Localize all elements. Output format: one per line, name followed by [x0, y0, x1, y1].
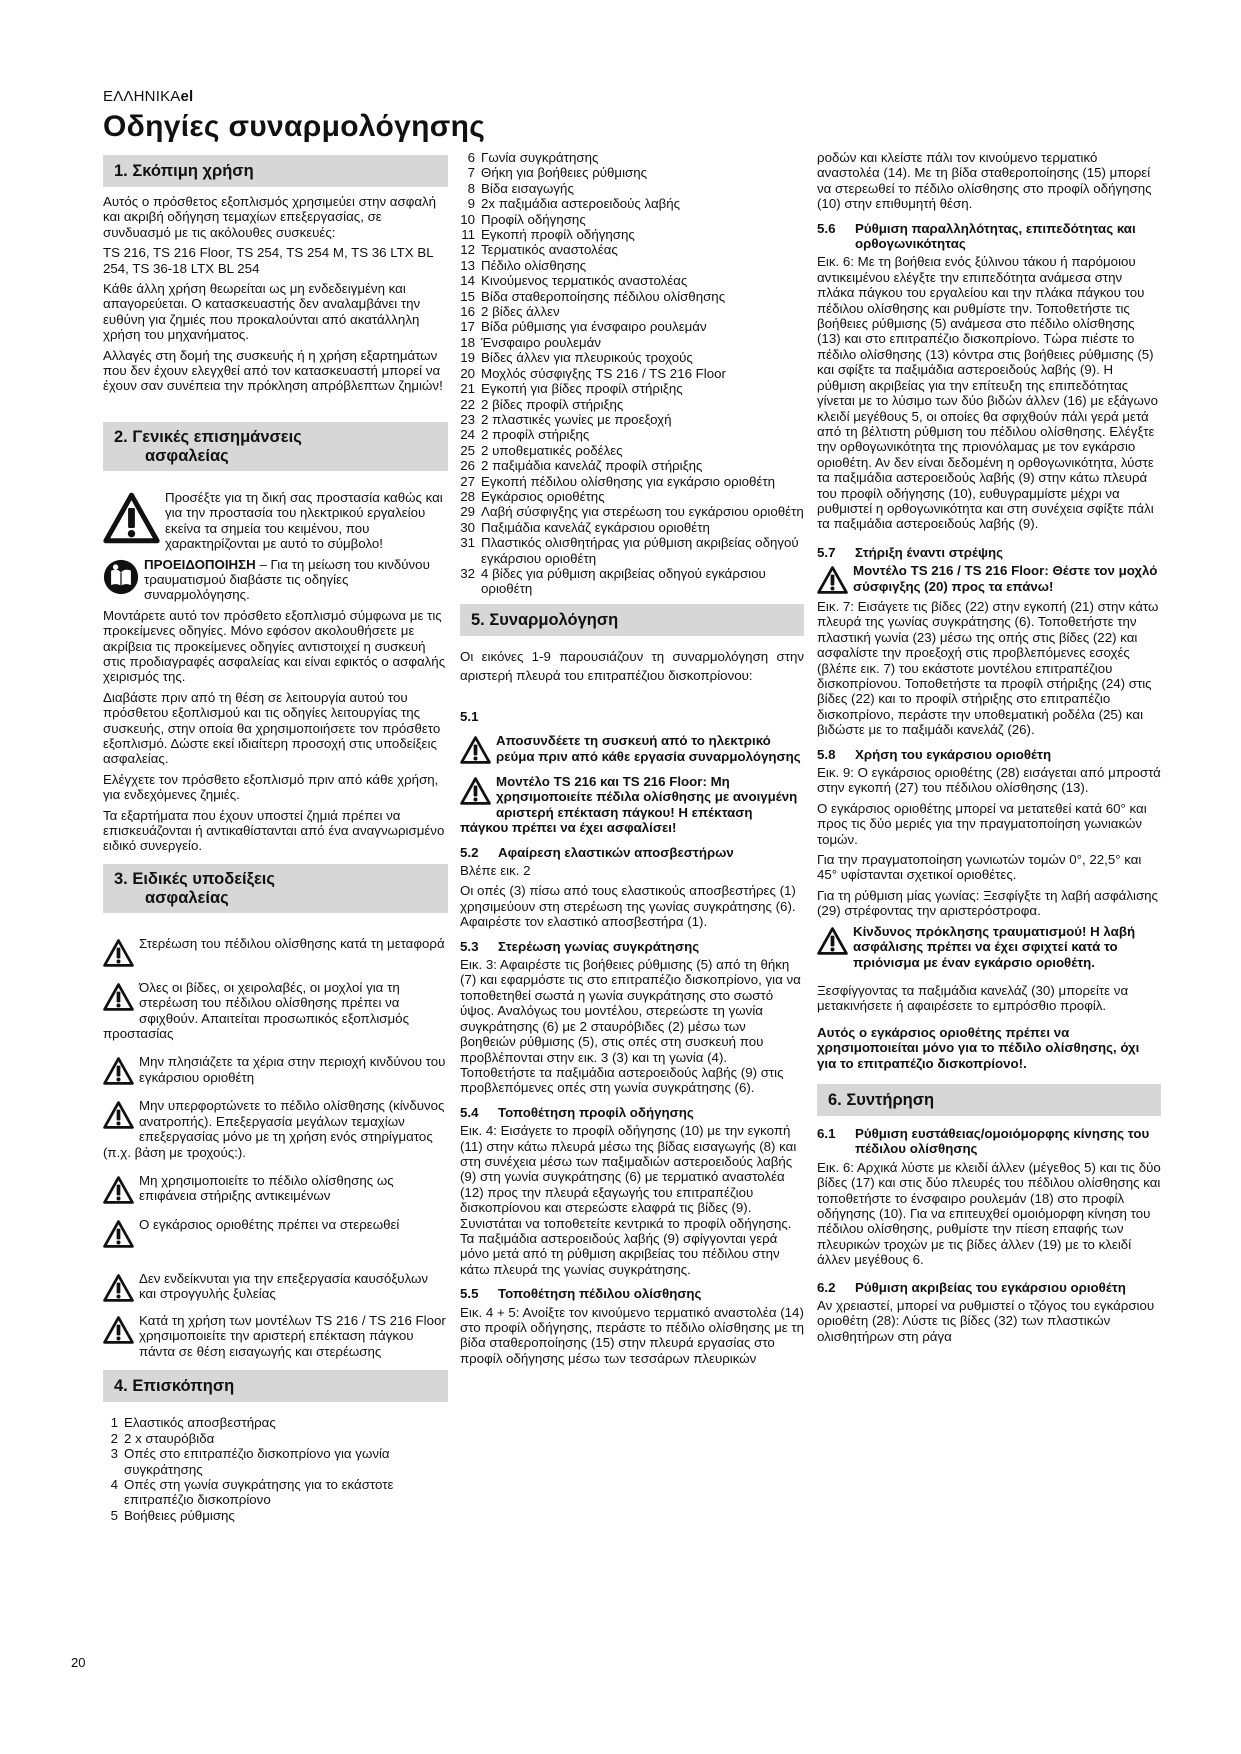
subsection-title: Αφαίρεση ελαστικών αποσβεστήρων: [498, 844, 734, 860]
list-item-text: Παξιμάδια κανελάζ εγκάρσιου οριοθέτη: [481, 519, 710, 535]
list-item-text: Εγκάρσιος οριοθέτης: [481, 488, 605, 504]
section-4-heading: 4. Επισκόπηση: [103, 1370, 448, 1402]
subsection-6-2-heading: [817, 1280, 1161, 1295]
overview-list-item: [460, 196, 804, 211]
section-6-heading: 6. Συντήρηση: [817, 1084, 1161, 1116]
list-item-number: 21: [460, 381, 475, 397]
list-item-text: Βίδα ρύθμισης για ένσφαιρο ρουλεμάν: [481, 319, 707, 335]
overview-list: [460, 150, 804, 597]
safety-warning-text: Κατά τη χρήση των μοντέλων TS 216 / TS 216 Floor χρησιμοποιείτε την αριστερή επέκταση πάγκου πάντα σε θέση εισαγωγής και στερέωσης: [139, 1313, 446, 1359]
overview-list-item: [460, 566, 804, 597]
subsection-5-1-heading: [460, 709, 804, 724]
overview-list-item: [460, 181, 804, 196]
list-item-text: Οπές στη γωνία συγκράτησης για το εκάστοτε επιτραπέζιο δισκοπρίονο: [124, 1476, 394, 1508]
list-item-number: 25: [460, 442, 475, 458]
safety-warning: [103, 936, 448, 967]
warning-icon: [103, 1101, 134, 1129]
safety-warning: [103, 1173, 448, 1204]
subsection-number: 5.2: [460, 844, 479, 860]
list-item-number: 32: [460, 565, 475, 581]
column-1: [103, 155, 448, 1523]
list-item-number: 6: [467, 150, 475, 165]
warning-icon: [103, 983, 134, 1011]
list-item-number: 18: [460, 334, 475, 350]
list-item-text: Βίδα εισαγωγής: [481, 180, 574, 196]
general-warning-text: Προσέξτε για τη δική σας προστασία καθώς και για την προστασία του ηλεκτρικού εργαλείου εκείνα τα σημεία του κειμένου, που χαρακτηρίζονται με αυτό το σύμβολο!: [165, 489, 443, 552]
subsection-number: 5.8: [817, 746, 836, 762]
list-item-text: 2 βίδες άλλεν: [481, 304, 560, 320]
warning-icon: [103, 1057, 134, 1085]
mains-warning: [460, 733, 804, 764]
safety-warning: [103, 1054, 448, 1085]
warning-icon: [460, 777, 491, 805]
list-item-text: 2 προφίλ στήριξης: [481, 427, 590, 443]
safety-warning-text: Στερέωση του πέδιλου ολίσθησης κατά τη μεταφορά: [139, 935, 445, 951]
list-item-number: 14: [460, 273, 475, 289]
crosscut-note: Αυτός ο εγκάρσιος οριοθέτης πρέπει να χρησιμοποιείται μόνο για το πέδιλο ολίσθησης, όχι για το επιτραπέζιο δισκοπρίονο!.: [817, 1024, 1140, 1071]
subsection-5-6-heading: [817, 221, 1161, 252]
list-item-text: 4 βίδες για ρύθμιση ακριβείας οδηγού εγκάρσιου οριοθέτη: [481, 565, 766, 597]
list-item-number: 2: [110, 1430, 118, 1446]
warning-icon: [103, 1274, 134, 1302]
subsection-number: 5.3: [460, 938, 479, 954]
overview-list-item: [460, 212, 804, 227]
general-warning: [103, 490, 448, 552]
subsection-paragraph: Αν χρειαστεί, μπορεί να ρυθμιστεί ο τζόγος του εγκάρσιου οριοθέτη (28): Λύστε τις βίδες (32) των πλαστικών ολισθητήρων στη ράγα: [817, 1298, 1155, 1344]
list-item-number: 24: [460, 427, 475, 443]
overview-list-item: [103, 1415, 448, 1430]
section-2-heading-line1: 2. Γενικές επισημάνσεις: [114, 427, 302, 446]
section-2-paragraph: Ελέγχετε τον πρόσθετο εξοπλισμό πριν από κάθε χρήση, για ενδεχόμενες ζημιές.: [103, 771, 439, 803]
section-2-paragraph: Μοντάρετε αυτό τον πρόσθετο εξοπλισμό σύμφωνα με τις προκείμενες οδηγίες. Μόνο εφόσον ακολουθήσετε με ακρίβεια τις προκείμενες οδηγίες αντιστοιχεί η συσκευή στις προδιαγραφές ασφαλείας και είναι εφικτός ο ασφαλής χειρισμός της.: [103, 607, 446, 685]
section-1-heading: 1. Σκόπιμη χρήση: [103, 155, 448, 187]
language-header: [103, 88, 193, 105]
overview-list-item: [460, 381, 804, 396]
warning-icon: [103, 1316, 134, 1344]
subsection-number: 5.4: [460, 1104, 479, 1120]
list-item-text: 2 πλαστικές γωνίες με προεξοχή: [481, 411, 672, 427]
subsection-5-7-heading: [817, 545, 1161, 560]
list-item-text: Πλαστικός ολισθητήρας για ρύθμιση ακριβείας οδηγού εγκάρσιου οριοθέτη: [481, 535, 799, 566]
overview-list-item: [103, 1446, 448, 1477]
list-item-text: 2 βίδες προφίλ στήριξης: [481, 396, 624, 412]
list-item-text: Βοήθειες ρύθμισης: [124, 1507, 235, 1523]
list-item-number: 26: [460, 458, 475, 474]
subsection-title: Στήριξη έναντι στρέψης: [855, 544, 1004, 560]
overview-list-item: [460, 366, 804, 381]
list-item-text: Κινούμενος τερματικός αναστολέας: [481, 273, 688, 289]
section-1-paragraph: Αυτός ο πρόσθετος εξοπλισμός χρησιμεύει στην ασφαλή και ακριβή οδήγηση τεμαχίων επεξεργασίας, σε συνδυασμό με τις ακόλουθες συσκευές:: [103, 194, 437, 240]
overview-list-item: [460, 289, 804, 304]
list-item-text: 2 x σταυρόβιδα: [124, 1430, 215, 1446]
list-item-number: 5: [110, 1507, 118, 1523]
subsection-5-4-heading: [460, 1105, 804, 1120]
section-3-heading: [103, 864, 448, 913]
warning-icon: [103, 1220, 134, 1248]
subsection-paragraph: Για τη ρύθμιση μίας γωνίας: Ξεσφίγξτε τη λαβή ασφάλισης (29) στρέφοντας την αριστερόστροφα.: [817, 887, 1158, 919]
overview-list-item: [460, 489, 804, 504]
model-warning-text: Μοντέλο TS 216 και TS 216 Floor: Μη χρησιμοποιείτε πέδιλα ολίσθησης με ανοιγμένη αριστερή επέκταση πάγκου! Η επέκταση πάγκου πρέπει να έχει ασφαλίσει!: [460, 774, 798, 836]
warning-icon: [460, 736, 491, 764]
overview-list-item: [460, 165, 804, 180]
overview-list-item: [460, 242, 804, 257]
overview-list-item: [460, 350, 804, 365]
subsection-number: 6.1: [817, 1125, 836, 1141]
section-2-heading-line2: ασφαλείας: [145, 446, 229, 465]
overview-list-item: [460, 443, 804, 458]
list-item-text: Πέδιλο ολίσθησης: [481, 257, 587, 273]
list-item-number: 28: [460, 488, 475, 504]
caution-label: ΠΡΟΕΙΔΟΠΟΙΗΣΗ: [144, 556, 256, 572]
list-item-number: 4: [110, 1476, 118, 1492]
warning-icon: [817, 927, 848, 955]
list-item-text: Θήκη για βοήθειες ρύθμισης: [481, 165, 648, 181]
list-item-text: Ελαστικός αποσβεστήρας: [124, 1415, 276, 1431]
clamp-lever-warning: [817, 563, 1161, 594]
list-item-number: 1: [110, 1415, 118, 1431]
overview-list-item: [460, 535, 804, 566]
list-item-number: 31: [460, 535, 475, 551]
list-item-number: 17: [460, 319, 475, 335]
list-item-number: 19: [460, 350, 475, 366]
list-item-number: 9: [467, 196, 475, 212]
overview-list-item: [460, 412, 804, 427]
safety-warning: [103, 1098, 448, 1160]
overview-list-item: [460, 258, 804, 273]
overview-list-item: [460, 427, 804, 442]
column-3: [817, 150, 1161, 1349]
list-item-text: 2 παξιμάδια κανελάζ προφίλ στήριξης: [481, 458, 703, 474]
section-3-heading-line2: ασφαλείας: [145, 888, 229, 907]
list-item-number: 13: [460, 257, 475, 273]
list-item-text: Βίδα σταθεροποίησης πέδιλου ολίσθησης: [481, 288, 726, 304]
subsection-paragraph: Εικ. 6: Με τη βοήθεια ενός ξύλινου τάκου ή παρόμοιου αντικειμένου ελέγξτε την επιπεδότητα ανάμεσα στην πλάκα πάγκου του εργαλείου και την πλάκα πάγκου του πέδιλου ολίσθησης και ρυθμίστε την. Τοποθετήστε τις βοήθειες ρύθμισης (5) ανάμεσα στο πέδιλο ολίσθησης (13) και στο επιτραπέζιο δισκοπρίονο. Τώρα πιέστε το πέδιλο ολίσθησης (13) κόντρα στις βοήθειες ρύθμισης (5) και σφίξτε τα παξιμάδια αστεροειδούς λαβής (9). Η ρύθμιση ακριβείας για την επίτευξη της επιπεδότητας γίνεται με το λύσιμο των δύο βιδών άλλεν (16) με εξάγωνο κλειδί μεγέθους 5, οι οποίες θα σφιχθούν πάλι γερά μετά από τη βέλτιστη ρύθμιση του πέδιλου ολίσθησης. Ελέγξτε την ορθογωνικότητα της πριονόλαμας με τον εγκάρσιο οριοθέτη. Αν δεν είναι δεδομένη η ορθογωνικότητα, λύστε τα παξιμάδια αστεροειδούς λαβής (9) στην κάτω πλευρά του προφίλ οδήγησης (10), ευθυγραμμίστε μέχρι να ρυθμιστεί η ορθογωνικότητα και στη συνέχεια σφίξτε πάλι τα παξιμάδια αστεροειδούς λαβής (9).: [817, 254, 1158, 532]
safety-warning: [103, 1271, 448, 1302]
subsection-5-2-heading: [460, 845, 804, 860]
overview-list-item: [460, 227, 804, 242]
subsection-number: 5.6: [817, 220, 836, 236]
list-item-text: 2 υποθεματικές ροδέλες: [481, 442, 623, 458]
overview-list-item: [460, 474, 804, 489]
caution-text: – Για τη μείωση του κινδύνου τραυματισμού διαβάστε τις οδηγίες συναρμολόγησης.: [144, 556, 430, 603]
overview-list-item: [460, 150, 804, 165]
list-item-text: Γωνία συγκράτησης: [481, 150, 599, 165]
overview-list: [103, 1415, 448, 1523]
language-label: ΕΛΛΗΝΙΚΑ: [103, 88, 181, 105]
injury-warning: [817, 924, 1161, 970]
column-2: [460, 150, 804, 1371]
subsection-paragraph: Ο εγκάρσιος οριοθέτης μπορεί να μετατεθεί κατά 60° και προς τις δύο μεριές για την πραγματοποίηση γωνιακών τομών.: [817, 800, 1147, 847]
subsection-title: Τοποθέτηση πέδιλου ολίσθησης: [498, 1286, 702, 1302]
subsection-paragraph: Για την πραγματοποίηση γωνιωτών τομών 0°, 22,5° και 45° υφίστανται σχετικοί οριοθέτες.: [817, 852, 1142, 883]
list-item-number: 23: [460, 411, 475, 427]
list-item-text: Εγκοπή για βίδες προφίλ στήριξης: [481, 381, 683, 397]
section-1-paragraph: Κάθε άλλη χρήση θεωρείται ως μη ενδεδειγμένη και απαγορεύεται. Ο κατασκευαστής δεν αναλαμβάνει την ευθύνη για ζημιές που προκαλούνται από ακατάλληλη χρήση του μηχανήματος.: [103, 281, 421, 343]
section-3-heading-line1: 3. Ειδικές υποδείξεις: [114, 869, 275, 888]
overview-list-item: [103, 1431, 448, 1446]
safety-warning-text: Όλες οι βίδες, οι χειρολαβές, οι μοχλοί για τη στερέωση του πέδιλου ολίσθησης πρέπει να σφιχθούν. Απαιτείται προσωπικός εξοπλισμός προστασίας: [103, 979, 409, 1042]
page-number: 20: [71, 1655, 86, 1670]
safety-warning: [103, 1217, 448, 1248]
list-item-text: Βίδες άλλεν για πλευρικούς τροχούς: [481, 350, 693, 366]
overview-list-item: [460, 304, 804, 319]
section-2-heading: [103, 422, 448, 471]
subsection-paragraph: Εικ. 7: Εισάγετε τις βίδες (22) στην εγκοπή (21) στην κάτω πλευρά της γωνίας συγκράτησης (6). Τοποθετήστε την πλαστική γωνία (23) μέσω της οπής στις βίδες (22) και ασφαλίστε την προεξοχή στις προβλεπόμενες εσοχές (βλέπε εικ. 7) του εκάστοτε μοντέλου επιτραπέζιου δισκοπρίονου. Τοποθετήστε τα προφίλ στήριξης (24) στις βίδες (22) και το προφίλ στήριξης στο επιτραπέζιο δισκοπρίονο, περάστε την υποθεματική ροδέλα (25) και βιδώστε με το παξιμάδι κανελάζ (26).: [817, 598, 1159, 738]
subsection-title: Στερέωση γωνίας συγκράτησης: [498, 938, 700, 954]
section-1-paragraph: Αλλαγές στη δομή της συσκευής ή η χρήση εξαρτημάτων που δεν έχουν ελεγχθεί από τον κατασκευαστή μπορεί να έχουν σαν συνέπεια την πρόκληση απρόβλεπτων ζημιών!: [103, 347, 443, 394]
list-item-text: 2x παξιμάδια αστεροειδούς λαβής: [481, 196, 681, 212]
safety-warning: [103, 1313, 448, 1359]
subsection-number: 5.1: [460, 708, 479, 724]
subsection-6-1-heading: [817, 1126, 1161, 1157]
subsection-title: Χρήση του εγκάρσιου οριοθέτη: [855, 746, 1052, 762]
subsection-title: Ρύθμιση ακριβείας του εγκάρσιου οριοθέτη: [855, 1279, 1126, 1295]
subsection-5-3-heading: [460, 939, 804, 954]
list-item-text: Μοχλός σύσφιγξης TS 216 / TS 216 Floor: [481, 365, 726, 381]
read-instructions-warning: [103, 557, 448, 603]
list-item-number: 12: [460, 242, 475, 258]
overview-list-item: [460, 397, 804, 412]
subsection-title: Ρύθμιση παραλληλότητας, επιπεδότητας και ορθογωνικότητας: [855, 220, 1136, 252]
list-item-number: 29: [460, 504, 475, 520]
subsection-paragraph: Οι οπές (3) πίσω από τους ελαστικούς αποσβεστήρες (1) χρησιμεύουν στη στερέωση της γωνίας συγκράτησης (6). Αφαιρέστε τον ελαστικό αποσβεστήρα (1).: [460, 883, 796, 930]
safety-warning-text: Ο εγκάρσιος οριοθέτης πρέπει να στερεωθεί: [139, 1217, 400, 1233]
list-item-text: Ένσφαιρο ρουλεμάν: [481, 334, 602, 350]
subsection-paragraph: Εικ. 9: Ο εγκάρσιος οριοθέτης (28) εισάγεται από μπροστά στην εγκοπή (27) του πέδιλου ολίσθησης (13).: [817, 765, 1161, 796]
language-code: el: [180, 88, 194, 105]
list-item-number: 27: [460, 473, 475, 489]
list-item-text: Τερματικός αναστολέας: [481, 242, 618, 258]
section-2-paragraph: Τα εξαρτήματα που έχουν υποστεί ζημιά πρέπει να επισκευάζονται ή αντικαθίστανται από ένα αναγνωρισμένο ειδικό συνεργείο.: [103, 807, 445, 854]
list-item-number: 20: [460, 365, 475, 381]
read-manual-icon: [103, 559, 139, 595]
subsection-paragraph: Βλέπε εικ. 2: [460, 863, 531, 879]
list-item-number: 10: [460, 211, 475, 227]
subsection-number: 5.5: [460, 1286, 479, 1302]
subsection-title: Ρύθμιση ευστάθειας/ομοιόμορφης κίνησης του πέδιλου ολίσθησης: [855, 1125, 1150, 1157]
model-warning: [460, 774, 804, 836]
safety-warning-text: Μην υπερφορτώνετε το πέδιλο ολίσθησης (κίνδυνος ανατροπής). Επεξεργασία μεγάλων τεμαχίων επεξεργασίας μόνο με τη χρήση ενός στηρίγματος (π.χ. βάση με τροχούς:).: [103, 1098, 445, 1160]
subsection-paragraph: Εικ. 6: Αρχικά λύστε με κλειδί άλλεν (μέγεθος 5) και τις δύο βίδες (17) και στις δύο πλευρές του πέδιλου ολίσθησης και τοποθετήστε το ένσφαιρο ρουλεμάν (18) στο προφίλ οδήγησης (10). Για να επιτευχθεί ομοιόμορφη κίνηση του πέδιλου ολίσθησης, ρυθμίστε την πίεση επαφής των πλευρικών τροχών με τις βίδες άλλεν (19) με το κλειδί άλλεν μεγέθους 6.: [817, 1159, 1161, 1268]
section-1-models: TS 216, TS 216 Floor, TS 254, TS 254 M, TS 36 LTX BL 254, TS 36-18 LTX BL 254: [103, 245, 434, 276]
subsection-title: Τοποθέτηση προφίλ οδήγησης: [498, 1104, 694, 1120]
list-item-number: 7: [467, 165, 475, 181]
list-item-number: 30: [460, 519, 475, 535]
list-item-number: 22: [460, 396, 475, 412]
overview-list-item: [103, 1508, 448, 1523]
overview-list-item: [460, 273, 804, 288]
list-item-text: Εγκοπή προφίλ οδήγησης: [481, 227, 635, 243]
warning-icon: [103, 939, 134, 967]
section-5-intro: Οι εικόνες 1-9 παρουσιάζουν τη συναρμολόγηση στην αριστερή πλευρά του επιτραπέζιου δισκοπρίονου:: [460, 648, 804, 683]
mains-warning-text: Αποσυνδέετε τη συσκευή από το ηλεκτρικό ρεύμα πριν από κάθε εργασία συναρμολόγησης: [496, 733, 801, 764]
warning-icon: [817, 566, 848, 594]
subsection-paragraph: Εικ. 4: Εισάγετε το προφίλ οδήγησης (10) με την εγκοπή (11) στην κάτω πλευρά μέσω της βίδας εισαγωγής (8) και στη συνέχεια μέσω των παξιμαδιών αστεροειδούς λαβής (9) στη γωνία συγκράτησης (6) με τερματικό αναστολέα (12) προς την πλευρά εξαγωγής του επιτραπέζιου δισκοπρίονου και στερεώστε ελαφρά τις βίδες (9). Συνιστάται να τοποθετείτε κεντρικά το προφίλ οδήγησης. Τα παξιμάδια αστεροειδούς λαβής (9) σφίγγονται γερά μόνο μετά από τη ρύθμιση ακριβείας του πέδιλου στην κάτω πλευρά της γωνίας συγκράτησης.: [460, 1123, 797, 1277]
list-item-number: 16: [460, 304, 475, 320]
injury-warning-text: Κίνδυνος πρόκλησης τραυματισμού! Η λαβή ασφάλισης πρέπει να έχει σφιχτεί κατά το πριόνισμα με έναν εγκάρσιο οριοθέτη.: [853, 923, 1136, 970]
list-item-text: Προφίλ οδήγησης: [481, 211, 586, 227]
page-title: Οδηγίες συναρμολόγησης: [103, 110, 486, 143]
overview-list-item: [460, 458, 804, 473]
list-item-number: 11: [461, 227, 475, 243]
overview-list-item: [460, 504, 804, 519]
subsection-paragraph: ροδών και κλείστε πάλι τον κινούμενο τερματικό αναστολέα (14). Με τη βίδα σταθεροποίησης (15) μπορεί να στερεωθεί το πέδιλο ολίσθησης στο προφίλ οδήγησης (10) στην επιθυμητή θέση.: [817, 150, 1152, 212]
clamp-lever-warning-text: Μοντέλο TS 216 / TS 216 Floor: Θέστε τον μοχλό σύσφιγξης (20) προς τα επάνω!: [853, 563, 1158, 594]
subsection-number: 5.7: [817, 544, 836, 560]
list-item-text: Λαβή σύσφιγξης για στερέωση του εγκάρσιου οριοθέτη: [481, 504, 804, 520]
subsection-paragraph: Εικ. 3: Αφαιρέστε τις βοήθειες ρύθμισης (5) από τη θήκη (7) και εφαρμόστε τις στο επιτραπέζιο δισκοπρίονο, για να τοποθετηθεί σωστά η γωνία συγκράτησης στο σωστό ύψος. Αναλόγως του μοντέλου, στερεώστε τη γωνία συγκράτησης (6) με 2 σταυρόβιδες (2) μέσω των βοηθειών ρύθμισης (5), στις οπές στη συσκευή που προβλέπονται στην εικ. 3 (3) και τη γωνία (4). Τοποθετήστε τα παξιμάδια αστεροειδούς λαβής (9) στις προβλεπόμενες οπές στη γωνία συγκράτησης (6).: [460, 957, 801, 1096]
safety-warning-text: Δεν ενδείκνυται για την επεξεργασία καυσόξυλων και στρογγυλής ξυλείας: [139, 1271, 429, 1302]
subsection-paragraph: Ξεσφίγγοντας τα παξιμάδια κανελάζ (30) μπορείτε να μετακινήσετε ή αφαιρέσετε το εμπρόσθιο προφίλ.: [817, 982, 1129, 1014]
overview-list-item: [103, 1477, 448, 1508]
overview-list-item: [460, 520, 804, 535]
list-item-text: Εγκοπή πέδιλου ολίσθησης για εγκάρσιο οριοθέτη: [481, 473, 776, 489]
section-5-heading: 5. Συναρμολόγηση: [460, 604, 804, 636]
warning-icon: [103, 1176, 134, 1204]
list-item-text: Οπές στο επιτραπέζιο δισκοπρίονο για γωνία συγκράτησης: [124, 1446, 390, 1477]
overview-list-item: [460, 335, 804, 350]
list-item-number: 8: [467, 180, 475, 196]
safety-warning-text: Μην πλησιάζετε τα χέρια στην περιοχή κινδύνου του εγκάρσιου οριοθέτη: [139, 1054, 446, 1085]
section-2-paragraph: Διαβάστε πριν από τη θέση σε λειτουργία αυτού του πρόσθετου εξοπλισμού και τις οδηγίες λειτουργίας της συσκευής, στην οποία θα χρησιμοποιήσετε τον πρόσθετο εξοπλισμό. Δώστε εκεί ιδιαίτερη προσοχή στις υποδείξεις ασφαλείας.: [103, 689, 441, 767]
safety-warning-text: Μη χρησιμοποιείτε το πέδιλο ολίσθησης ως επιφάνεια στήριξης αντικειμένων: [139, 1173, 394, 1204]
overview-list-item: [460, 319, 804, 334]
safety-warning: [103, 980, 448, 1042]
warning-icon: [103, 492, 160, 544]
subsection-paragraph: Εικ. 4 + 5: Ανοίξτε τον κινούμενο τερματικό αναστολέα (14) στο προφίλ οδήγησης, περάστε το πέδιλο ολίσθησης με τη βίδα σταθεροποίησης (15) στην πλευρά εργασίας στο προφίλ οδήγησης μέσω των τεσσάρων πλευρικών: [460, 1304, 805, 1366]
subsection-number: 6.2: [817, 1279, 836, 1295]
list-item-number: 3: [110, 1446, 118, 1462]
subsection-5-8-heading: [817, 747, 1161, 762]
list-item-number: 15: [460, 288, 475, 304]
subsection-5-5-heading: [460, 1286, 804, 1301]
